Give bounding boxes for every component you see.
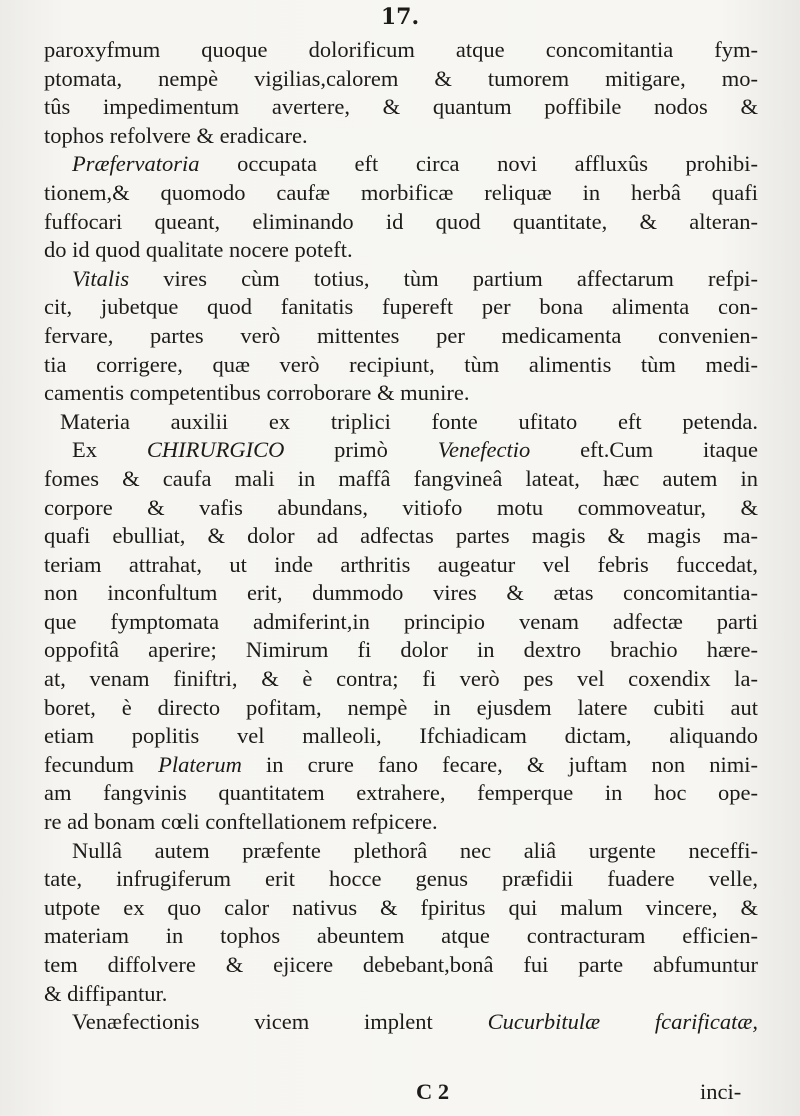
text-line [44,751,758,780]
text-fragment: Ex [72,437,147,463]
text-line: non inconfultum erit, dummodo vires & ætas concomitantia- [44,580,758,606]
text-fragment: primò [334,437,388,463]
term-venesectio: Venefectio [437,437,531,463]
text-fragment: eft.Cum itaque [580,437,758,463]
text-line [44,150,758,179]
text-line: & diffipantur. [44,980,168,1006]
text-line: oppofitâ aperire; Nimirum fi dolor in dextro brachio hære- [44,637,758,663]
text-line: am fangvinis quantitatem extrahere, femperque in hoc ope- [44,780,758,806]
term-chirurgico: CHIRURGICO [146,437,285,463]
text-line: camentis competentibus corroborare & munire. [44,380,470,406]
term-cucurbitulae: Cucurbitulæ fcarificatæ, [487,1009,758,1035]
catchword: inci- [700,1079,742,1104]
text-line: Materia auxilii ex triplici fonte ufitato eft petenda. [60,408,758,434]
text-line [44,1008,758,1037]
text-line: tem diffolvere & ejicere debebant,bonâ fui parte abfumuntur [44,952,758,977]
text-line: at, venam finiftri, & è contra; fi verò pes vel coxendix la- [44,666,758,692]
text-line: ptomata, nempè vigilias,calorem & tumorem mitigare, mo- [44,65,758,91]
text-line: que fymptomata admiferint,in principio venam adfectæ parti [44,608,758,634]
text-line: teriam attrahat, ut inde arthritis augeatur vel febris fuccedat, [44,551,758,577]
text-line: Nullâ autem præfente plethorâ nec aliâ urgente neceffi- [72,837,758,863]
text-line: fervare, partes verò mittentes per medicamenta convenien- [44,322,758,348]
text-line: boret, è directo pofitam, nempè in ejusdem latere cubiti aut [44,694,758,720]
term-platerum: Platerum [158,751,242,777]
text-fragment: occupata eft circa novi affluxûs prohibi- [237,151,758,177]
text-line: fuffocari queant, eliminando id quod quantitate, & alteran- [44,208,758,234]
text-line: tionem,& quomodo caufæ morbificæ reliquæ in herbâ quafi [44,179,758,205]
signature-mark: C 2 [416,1079,450,1104]
text-line [44,265,758,294]
text-line: tate, infrugiferum erit hocce genus præfidii fuadere velle, [44,866,758,892]
term-vitalis: Vitalis [72,265,130,291]
text-line [44,436,758,465]
text-line: materiam in tophos abeuntem atque contracturam efficien- [44,923,758,949]
text-line: re ad bonam cœli conftellationem refpicere. [44,809,438,835]
text-line: do id quod qualitate nocere poteft. [44,237,353,263]
text-line: tophos refolvere & eradicare. [44,122,308,148]
text-line: quafi ebulliat, & dolor ad adfectas partes magis & magis ma- [44,523,758,549]
text-line: utpote ex quo calor nativus & fpiritus qui malum vincere, & [44,894,758,920]
text-fragment: vires cùm totius, tùm partium affectarum refpi- [163,265,758,291]
text-line: corpore & vafis abundans, vitiofo motu commoveatur, & [44,494,758,520]
text-line: paroxyfmum quoque dolorificum atque concomitantia fym- [44,37,758,62]
text-line: fomes & caufa mali in maffâ fangvineâ lateat, hæc autem in [44,465,758,491]
term-praeservatoria: Præfervatoria [72,151,200,177]
page-number: 17. [380,4,420,30]
text-fragment: Venæfectionis vicem implent [72,1009,433,1035]
body-text [44,36,758,1037]
text-line: tia corrigere, quæ verò recipiunt, tùm alimentis tùm medi- [44,351,758,377]
text-fragment: fecundum [44,751,134,777]
text-line: tûs impedimentum avertere, & quantum poffibile nodos & [44,94,758,120]
text-line: cit, jubetque quod fanitatis fupereft per bona alimenta con- [44,294,758,320]
text-line: etiam poplitis vel malleoli, Ifchiadicam dictam, aliquando [44,723,758,749]
text-fragment: in crure fano fecare, & juftam non nimi- [266,751,758,777]
